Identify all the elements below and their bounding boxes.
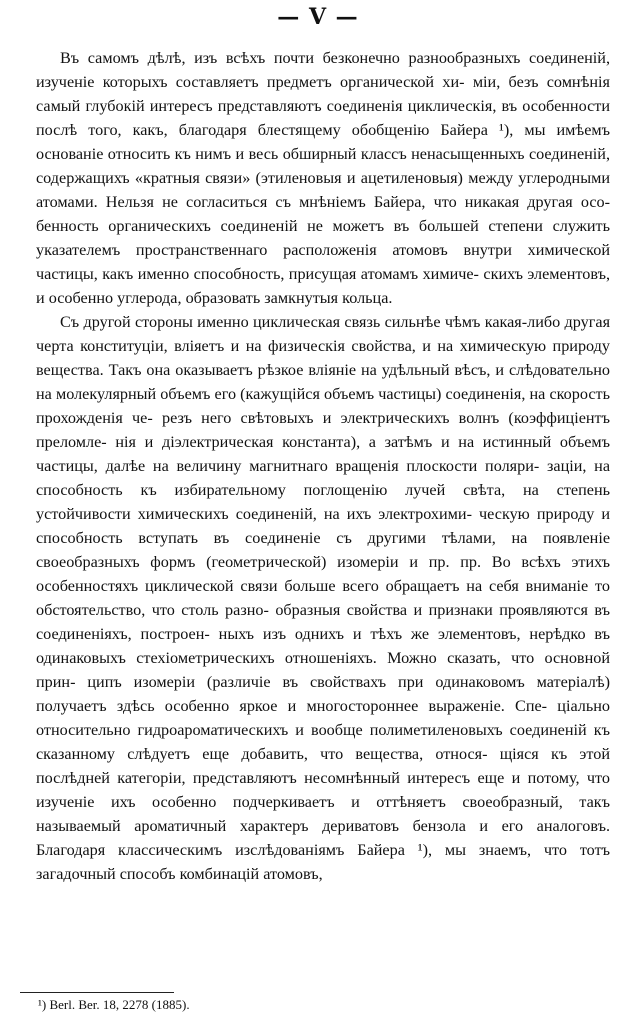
text-line: ческую природу и способность вступать въ соединеніе съ другими (36, 505, 611, 547)
text-line: Нельзя не согласиться съ мнѣніемъ Байера, что никакая другая осо- (105, 193, 610, 211)
paragraph-1 (36, 46, 610, 310)
text-line: нія и діэлектрическая константа), а затѣмъ и на истинный объемъ (115, 433, 611, 451)
text-line: и на химическую природу вещества. Такъ она оказываетъ рѣзкое (36, 337, 611, 379)
text-line: Въ самомъ дѣлѣ, изъ всѣхъ почти безконечно разнообразныхъ (60, 49, 521, 67)
page-number: — V — (277, 4, 359, 30)
text-line: служить указателемъ пространственнаго расположенія атомовъ внутри (36, 217, 611, 259)
text-line: обширный классъ ненасыщенныхъ соединеній, содержащихъ «кратныя (36, 145, 611, 187)
text-line: (кажущійся объемъ частицы) соединенія, на скорость прохожденія че- (36, 385, 611, 427)
text-line: щіяся къ этой послѣдней категоріи, представляютъ несомнѣнный интересъ (36, 745, 611, 787)
text-line: ныхъ изъ однихъ и тѣхъ же элементовъ, нерѣдко въ одинаковыхъ (36, 625, 611, 667)
text-line: своеобразный, такъ называемый ароматичный характеръ дериватовъ (36, 793, 610, 835)
text-line: частицы, далѣе на величину магнитнаго вращенія плоскости поляри- (36, 457, 540, 475)
text-line: скихъ элементовъ, и особенно углерода, образовать замкнутыя кольца. (36, 265, 610, 307)
text-line: ципъ изомеріи (различіе въ свойствахъ при одинаковомъ матеріалѣ) (87, 673, 610, 691)
footnote-divider (20, 992, 174, 993)
text-line: химической частицы, какъ именно способность, присущая атомамъ химиче- (36, 241, 610, 283)
text-line: получаетъ здѣсь особенно яркое и многостороннее выраженіе. Спе- (36, 697, 548, 715)
text-line: Съ другой стороны именно циклическая связь сильнѣе чѣмъ (60, 313, 481, 331)
text-line: соединеній къ сказанному слѣдуетъ еще добавить, что вещества, относя- (36, 721, 610, 763)
text-line: ціально относительно гидроароматическихъ и вообще полиметиленовыхъ (36, 697, 611, 739)
text-line: образныя свойства и признаки проявляются въ соединеніяхъ, построен- (36, 601, 611, 643)
text-line: какая-либо другая черта конституціи, вліяетъ и на физическія свойства, (36, 313, 611, 355)
text-line: степень устойчивости химическихъ соединеній, на ихъ электрохими- (36, 481, 610, 523)
text-line: Байера ¹), мы знаемъ, что тотъ загадочный способъ комбинацій атомовъ, (36, 841, 611, 883)
paragraph-2 (36, 310, 610, 886)
text-line: и пр. пр. Во всѣхъ этихъ особенностяхъ циклической связи больше (36, 553, 611, 595)
text-line: заціи, на способность къ избирательному поглощенію лучей свѣта, на (36, 457, 611, 499)
text-line: еще и потому, что изученіе ихъ особенно подчеркиваетъ и оттѣняетъ (36, 769, 611, 811)
text-line: связи» (этиленовыя и ацетиленовыя) между углеродными атомами. (36, 169, 610, 211)
text-line: стехіометрическихъ отношеніяхъ. Можно сказать, что основной прин- (36, 649, 610, 691)
text-line: обобщенію Байера ¹), мы имѣемъ основаніе относить къ нимъ и весь (36, 121, 610, 163)
text-line: резъ него свѣтовыхъ и электрическихъ волнъ (коэффиціентъ преломле- (36, 409, 610, 451)
text-line: бенность органическихъ соединеній не можетъ въ большей степени (36, 217, 543, 235)
text-line: бензола и его аналоговъ. Благодаря классическимъ изслѣдованіямъ (36, 817, 610, 859)
text-line: вліяніе на удѣльный вѣсъ, и слѣдовательно на молекулярный объемъ его (36, 361, 611, 403)
text-line: всего обращаетъ на себя вниманіе то обстоятельство, что столь разно- (36, 577, 610, 619)
footnote: ¹) Berl. Ber. 18, 2278 (1885). (38, 997, 190, 1012)
body-text (36, 46, 610, 886)
text-line: міи, безъ сомнѣнія самый глубокій интересъ представляютъ соединенія (36, 73, 610, 115)
text-line: соединеній, изученіе которыхъ составляетъ предметъ органической хи- (36, 49, 611, 91)
text-line: тѣлами, на появленіе своеобразныхъ формъ (геометрической) изомеріи (36, 529, 611, 571)
text-line: циклическія, въ особенности послѣ того, какъ, благодаря блестящему (36, 97, 611, 139)
